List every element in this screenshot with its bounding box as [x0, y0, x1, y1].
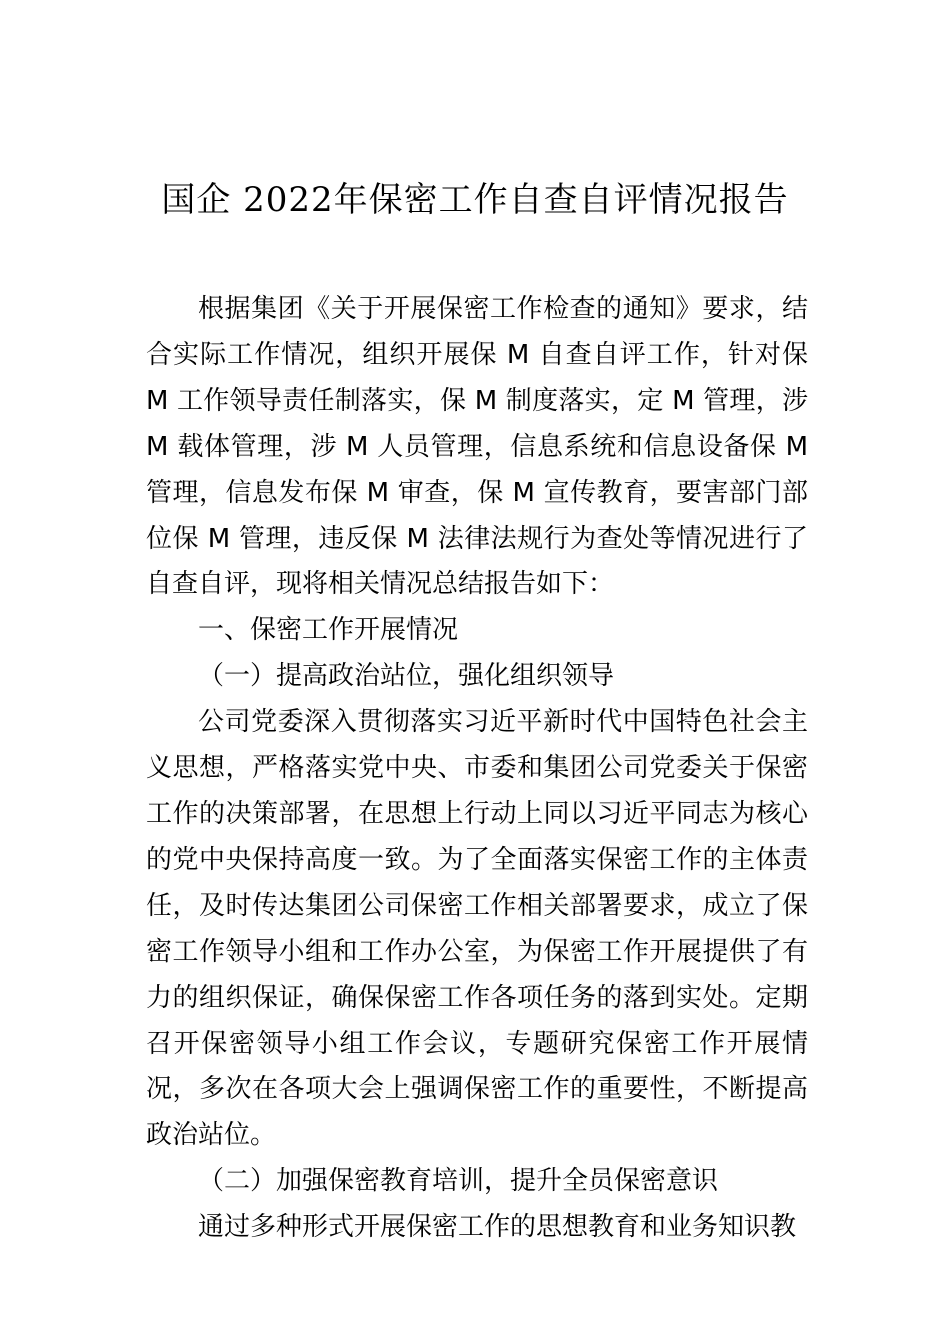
document-title: 国企 2022年保密工作自查自评情况报告 — [161, 180, 789, 220]
section-heading-1: 一、保密工作开展情况 — [198, 615, 459, 646]
subsection-heading-1: （一）提高政治站位，强化组织领导 — [198, 661, 615, 692]
subsection-paragraph-2: 通过多种形式开展保密工作的思想教育和业务知识教 — [198, 1212, 797, 1243]
document-body — [146, 287, 808, 1251]
subsection-paragraph-1: 公司党委深入贯彻落实习近平新时代中国特色社会主义思想，严格落实党中央、市委和集团公司党委关于保密工作的决策部署，在思想上行动上同以习近平同志为核心的党中央保持高度一致。为了全面落实保密工作的主体责任，及时传达集团公司保密工作相关部署要求，成立了保密工作领导小组和工作办公室，为保密工作开展提供了有力的组织保证，确保保密工作各项任务的落到实处。定期召开保密领导小组工作会议，专题研究保密工作开展情况，多次在各项大会上强调保密工作的重要性，不断提高政治站位。 — [146, 707, 808, 1151]
subsection-heading-2: （二）加强保密教育培训，提升全员保密意识 — [198, 1166, 719, 1197]
intro-paragraph: 根据集团《关于开展保密工作检查的通知》要求，结合实际工作情况，组织开展保 M 自查自评工作，针对保 M 工作领导责任制落实，保 M 制度落实，定 M 管理，涉 M 载体管理，涉 M 人员管理，信息系统和信息设备保 M 管理，信息发布保 M 审查，保 M 宣传教育，要害部门部位保 M 管理，违反保 M 法律法规行为查处等情况进行了自查自评，现将相关情况总结报告如下： — [146, 294, 808, 600]
